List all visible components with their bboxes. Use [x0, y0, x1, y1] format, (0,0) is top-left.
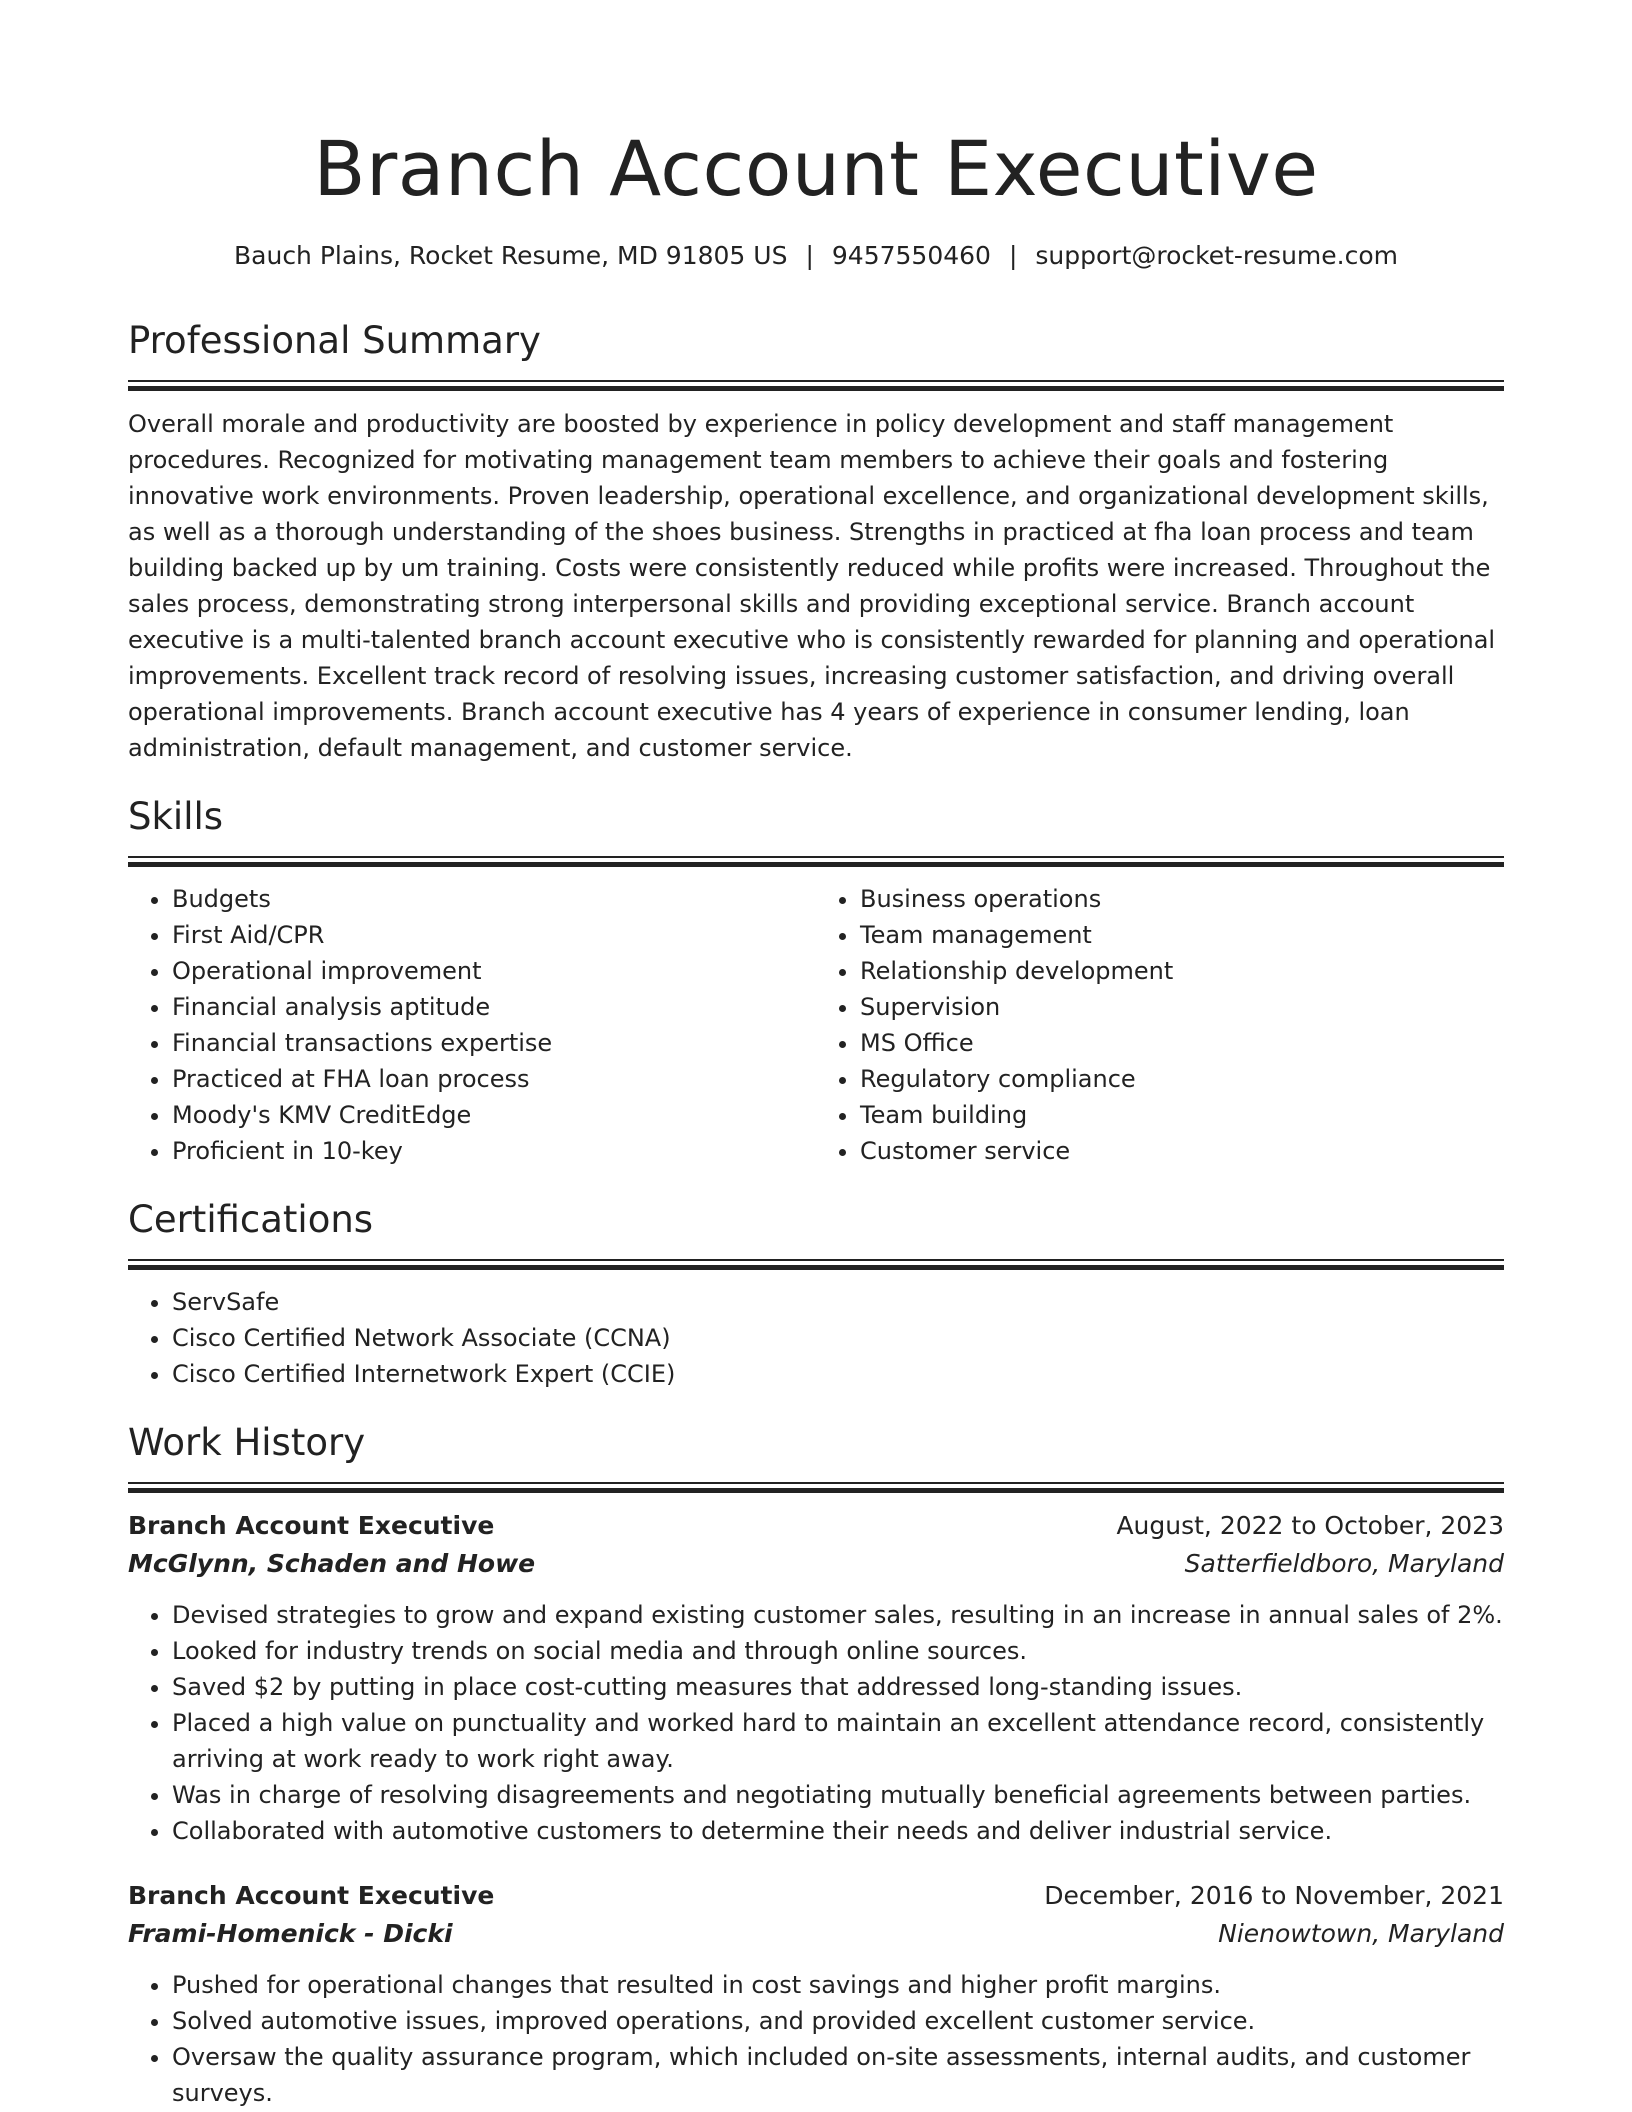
certifications-section [128, 1195, 1504, 1392]
skill-item: • Practiced at FHA loan process [172, 1061, 816, 1097]
job-bullet: • Collaborated with automotive customers to determine their needs and deliver industrial service. [172, 1813, 1504, 1849]
skill-item: • Customer service [860, 1133, 1504, 1169]
job-header [128, 1877, 1504, 1915]
skill-item: • Financial analysis aptitude [172, 989, 816, 1025]
work-history-section [128, 1418, 1504, 2111]
skill-item: • Moody's KMV CreditEdge [172, 1097, 816, 1133]
certification-item: • Cisco Certified Network Associate (CCNA) [172, 1320, 1504, 1356]
skill-item: • Relationship development [860, 953, 1504, 989]
job-bullet: • Saved $2 by putting in place cost-cutting measures that addressed long-standing issues. [172, 1669, 1504, 1705]
contact-address: Bauch Plains, Rocket Resume, MD 91805 US [234, 241, 788, 270]
section-divider [128, 1482, 1504, 1493]
skills-list-left [128, 881, 816, 1169]
contact-separator: | [1008, 241, 1018, 270]
section-divider [128, 1259, 1504, 1270]
job-company: Frami-Homenick - Dicki [128, 1919, 453, 1948]
summary-section [128, 316, 1504, 766]
job-bullet: • Was in charge of resolving disagreements and negotiating mutually beneficial agreements between parties. [172, 1777, 1504, 1813]
resume-title: Branch Account Executive [313, 124, 1319, 213]
job-title: Branch Account Executive [128, 1881, 495, 1910]
skill-item: • Team management [860, 917, 1504, 953]
certification-item: • ServSafe [172, 1284, 1504, 1320]
job-bullets [128, 1967, 1504, 2111]
skill-item: • MS Office [860, 1025, 1504, 1061]
job-dates: December, 2016 to November, 2021 [1044, 1881, 1504, 1910]
job-bullet: • Solved automotive issues, improved operations, and provided excellent customer service. [172, 2003, 1504, 2039]
skill-item: • Proficient in 10-key [172, 1133, 816, 1169]
certifications-heading: Certifications [128, 1198, 374, 1241]
job-bullet: • Looked for industry trends on social media and through online sources. [172, 1633, 1504, 1669]
job-subheader [128, 1545, 1504, 1583]
summary-text: Overall morale and productivity are boosted by experience in policy development and staff management procedures. Recognized for motivating management team members to achieve their goals and fostering innovative work environments. Proven leadership, operational excellence, and organizational development skills, as well as a thorough understanding of the shoes business. Strengths in practiced at fha loan process and team building backed up by um training. Costs were consistently reduced while profits were increased. Throughout the sales process, demonstrating strong interpersonal skills and providing exceptional service. Branch account executive is a multi-talented branch account executive who is consistently rewarded for planning and operational improvements. Excellent track record of resolving issues, increasing customer satisfaction, and driving overall operational improvements. Branch account executive has 4 years of experience in consumer lending, loan administration, default management, and customer service. [128, 410, 1496, 762]
skills-heading: Skills [128, 795, 224, 838]
skills-section [128, 792, 1504, 1169]
job-bullets [128, 1597, 1504, 1849]
skill-item: • Financial transactions expertise [172, 1025, 816, 1061]
job-header [128, 1507, 1504, 1545]
skills-list-right [816, 881, 1504, 1169]
job-location: Satterfieldboro, Maryland [1184, 1549, 1504, 1578]
job-dates: August, 2022 to October, 2023 [1116, 1511, 1504, 1540]
job-bullet: • Oversaw the quality assurance program, which included on-site assessments, internal audits, and customer surveys. [172, 2039, 1504, 2111]
job-subheader [128, 1915, 1504, 1953]
skill-item: • Operational improvement [172, 953, 816, 989]
job-bullet: • Pushed for operational changes that resulted in cost savings and higher profit margins. [172, 1967, 1504, 2003]
skill-item: • First Aid/CPR [172, 917, 816, 953]
skill-item: • Supervision [860, 989, 1504, 1025]
summary-heading: Professional Summary [128, 319, 541, 362]
job-location: Nienowtown, Maryland [1218, 1919, 1504, 1948]
job-bullet: • Devised strategies to grow and expand existing customer sales, resulting in an increase in annual sales of 2%. [172, 1597, 1504, 1633]
job-company: McGlynn, Schaden and Howe [128, 1549, 536, 1578]
section-divider [128, 380, 1504, 391]
skills-grid [128, 881, 1504, 1169]
job-bullet: • Placed a high value on punctuality and worked hard to maintain an excellent attendance record, consistently arriving at work ready to work right away. [172, 1705, 1504, 1777]
contact-phone: 9457550460 [831, 241, 991, 270]
job-entry [128, 1507, 1504, 1849]
certification-item: • Cisco Certified Internetwork Expert (CCIE) [172, 1356, 1504, 1392]
contact-email: support@rocket-resume.com [1035, 241, 1398, 270]
job-entry [128, 1877, 1504, 2111]
contact-separator: | [805, 241, 814, 270]
contact-line [128, 238, 1504, 274]
skill-item: • Budgets [172, 881, 816, 917]
section-divider [128, 856, 1504, 867]
job-title: Branch Account Executive [128, 1511, 495, 1540]
skill-item: • Business operations [860, 881, 1504, 917]
certifications-list [128, 1284, 1504, 1392]
work-history-heading: Work History [128, 1421, 366, 1464]
skill-item: • Regulatory compliance [860, 1061, 1504, 1097]
skill-item: • Team building [860, 1097, 1504, 1133]
